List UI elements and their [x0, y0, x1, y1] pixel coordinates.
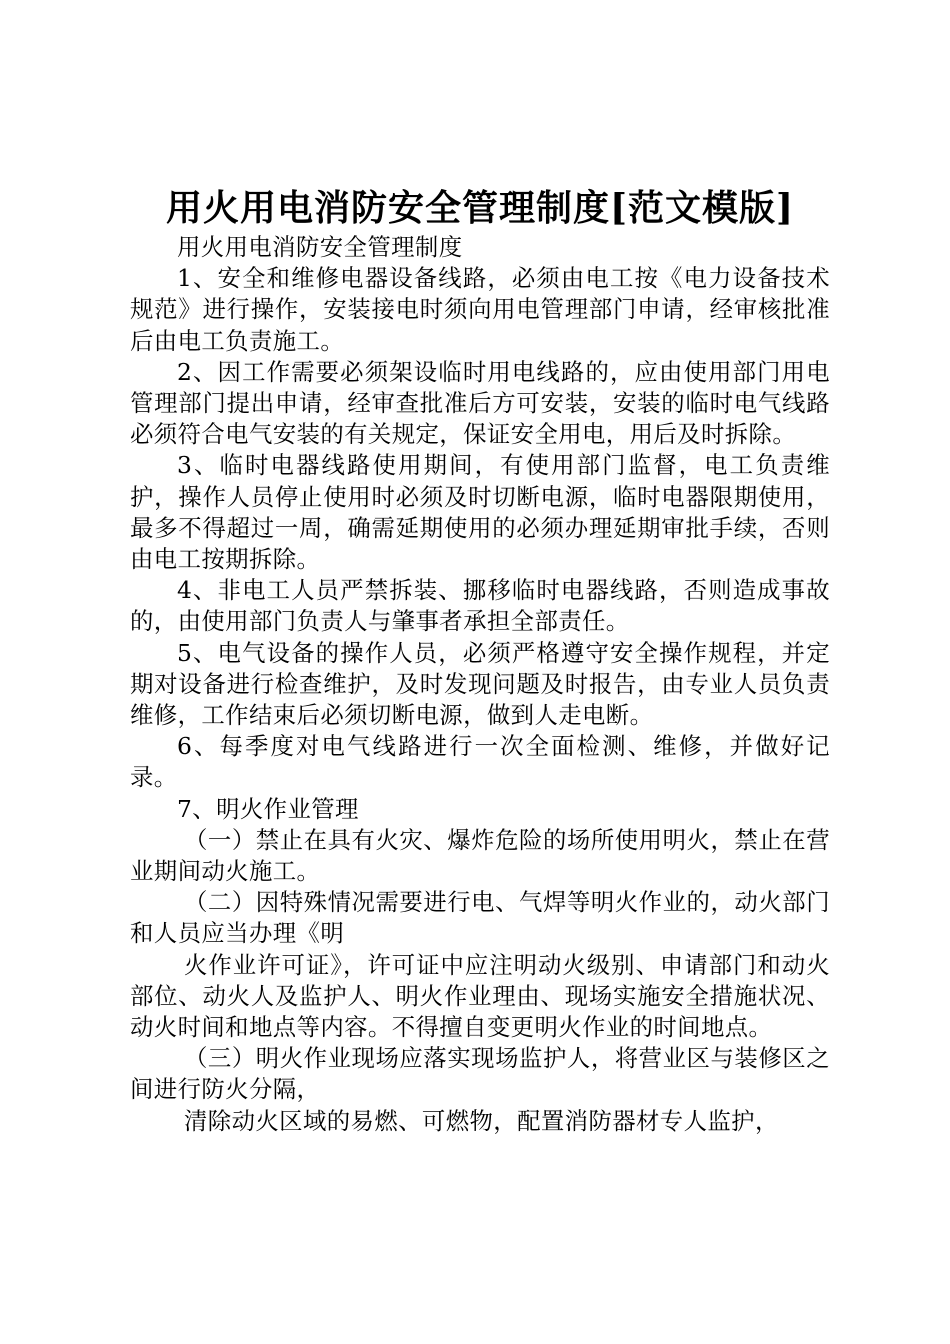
document-body [130, 232, 830, 1137]
subtitle-paragraph: 用火用电消防安全管理制度 [177, 233, 463, 261]
paragraph-rule-7-heading: 7、明火作业管理 [177, 794, 359, 823]
paragraph-subrule-2: （二）因特殊情况需要进行电、气焊等明火作业的，动火部门和人员应当办理《明 [130, 888, 830, 948]
paragraph-subrule-3: （三）明火作业现场应落实现场监护人，将营业区与装修区之间进行防火分隔， [130, 1044, 830, 1104]
paragraph-subrule-3-continued: 清除动火区域的易燃、可燃物，配置消防器材专人监护， [184, 1106, 779, 1135]
paragraph-rule-4: 4、非电工人员严禁拆装、挪移临时电器线路，否则造成事故的，由使用部门负责人与肇事者承担全部责任。 [130, 576, 830, 636]
paragraph-rule-3: 3、临时电器线路使用期间，有使用部门监督，电工负责维护，操作人员停止使用时必须及时切断电源，临时电器限期使用，最多不得超过一周，确需延期使用的必须办理延期审批手续，否则由电工按期拆除。 [130, 451, 830, 574]
paragraph-subrule-1: （一）禁止在具有火灾、爆炸危险的场所使用明火，禁止在营业期间动火施工。 [130, 825, 830, 886]
paragraph-rule-6: 6、每季度对电气线路进行一次全面检测、维修，并做好记录。 [130, 732, 830, 792]
paragraph-rule-5: 5、电气设备的操作人员，必须严格遵守安全操作规程，并定期对设备进行检查维护，及时发现问题及时报告，由专业人员负责维修，工作结束后必须切断电源，做到人走电断。 [130, 638, 830, 730]
paragraph-subrule-2-continued: 火作业许可证》，许可证中应注明动火级别、申请部门和动火部位、动火人及监护人、明火作业理由、现场实施安全措施状况、动火时间和地点等内容。不得擅自变更明火作业的时间地点。 [130, 950, 830, 1042]
document-title: 用火用电消防安全管理制度[范文模版] [165, 187, 795, 229]
paragraph-rule-1: 1、安全和维修电器设备线路，必须由电工按《电力设备技术规范》进行操作，安装接电时须向用电管理部门申请，经审核批准后由电工负责施工。 [130, 264, 830, 355]
paragraph-rule-2: 2、因工作需要必须架设临时用电线路的，应由使用部门用电管理部门提出申请，经审查批准后方可安装，安装的临时电气线路必须符合电气安装的有关规定，保证安全用电，用后及时拆除。 [130, 357, 830, 449]
